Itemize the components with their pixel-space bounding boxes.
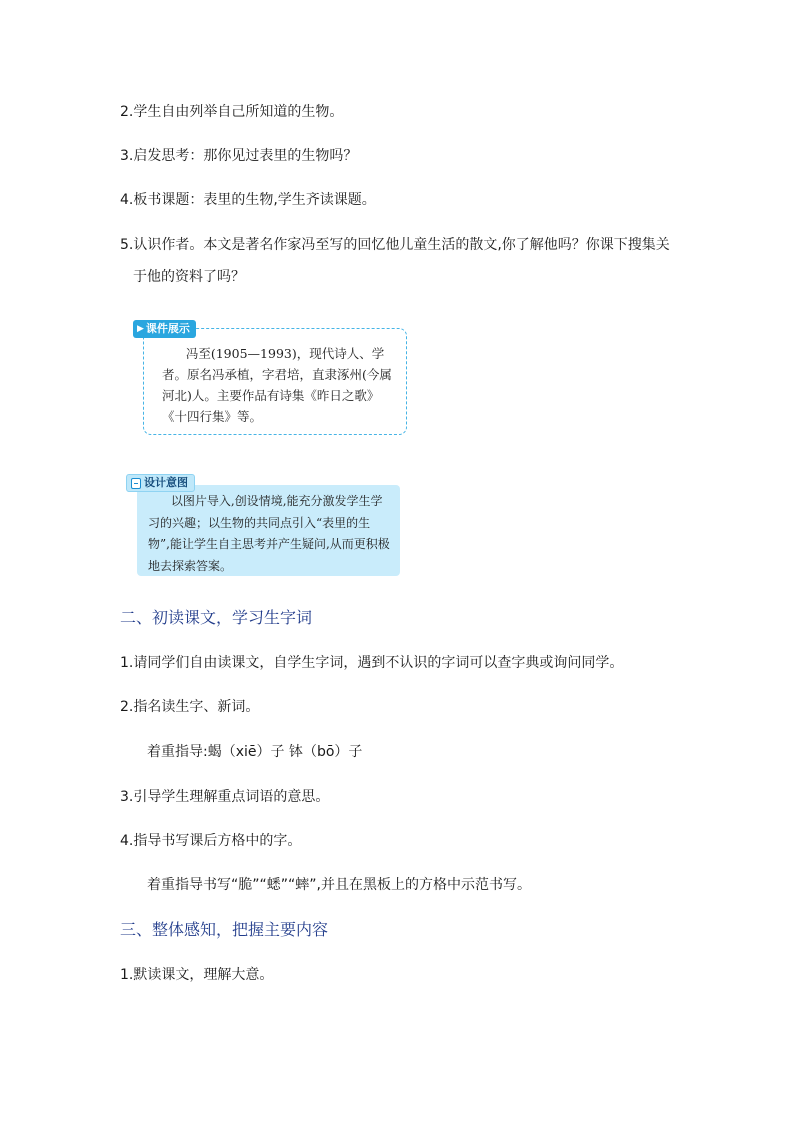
section3-line-1: 1.默读课文，理解大意。 bbox=[120, 967, 274, 983]
design-intent-tag bbox=[126, 474, 195, 492]
step-3: 3.启发思考：那你见过表里的生物吗？ bbox=[120, 148, 358, 164]
section2-line-3: 着重指导:蝎（xiē）子 钵（bō）子 bbox=[147, 744, 363, 760]
section2-line-2: 2.指名读生字、新词。 bbox=[120, 699, 260, 715]
section2-line-6: 着重指导书写“脆”“蟋”“蟀”,并且在黑板上的方格中示范书写。 bbox=[147, 877, 531, 893]
section2-line-5: 4.指导书写课后方格中的字。 bbox=[120, 833, 302, 849]
step-5-continued: 于他的资料了吗？ bbox=[133, 269, 245, 285]
section2-line-1: 1.请同学们自由读课文，自学生字词，遇到不认识的字词可以查字典或询问同学。 bbox=[120, 655, 624, 671]
clipboard-icon bbox=[131, 478, 141, 489]
step-5: 5.认识作者。本文是著名作家冯至写的回忆他儿童生活的散文,你了解他吗？你课下搜集关 bbox=[120, 237, 670, 253]
design-intent-text: 以图片导入,创设情境,能充分激发学生学习的兴趣；以生物的共同点引入“表里的生物”,能让学生自主思考并产生疑问,从而更积极地去探索答案。 bbox=[148, 494, 390, 573]
step-2: 2.学生自由列举自己所知道的生物。 bbox=[120, 104, 344, 120]
section2-line-4: 3.引导学生理解重点词语的意思。 bbox=[120, 789, 330, 805]
section3-heading: 三、整体感知，把握主要内容 bbox=[120, 920, 329, 939]
design-intent-tag-label: 设计意图 bbox=[144, 476, 188, 489]
courseware-tag-label: 课件展示 bbox=[145, 322, 190, 335]
section2-heading: 二、初读课文，学习生字词 bbox=[120, 608, 313, 627]
courseware-text: 冯至(1905—1993)，现代诗人、学者。原名冯承植，字君培，直隶涿州(今属河北)人。主要作品有诗集《昨日之歌》《十四行集》等。 bbox=[162, 346, 392, 424]
play-triangle-icon: ▶ bbox=[137, 324, 144, 334]
step-4: 4.板书课题：表里的生物,学生齐读课题。 bbox=[120, 192, 376, 208]
courseware-tag bbox=[133, 320, 196, 338]
